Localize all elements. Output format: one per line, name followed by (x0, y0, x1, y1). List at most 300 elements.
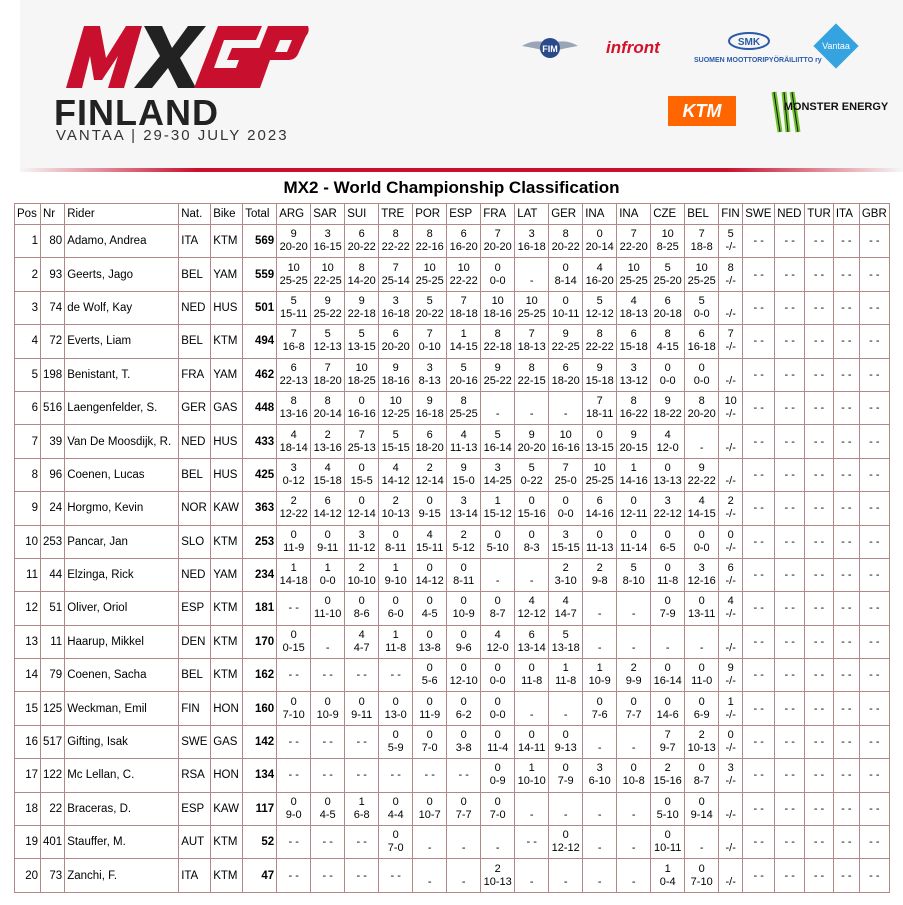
gp-empty-cell: - - (859, 492, 889, 525)
gp-heat-points: 12-13 (313, 341, 342, 354)
gp-points: 1 (494, 495, 501, 508)
column-header[interactable]: Pos (15, 204, 41, 225)
gp-points: 6 (562, 361, 569, 374)
column-header[interactable]: GER (549, 204, 583, 225)
gp-heat-points: 13-13 (653, 474, 682, 487)
gp-points: 0 (392, 528, 399, 541)
gp-result-cell (583, 358, 617, 391)
gp-empty-cell: - - (805, 225, 834, 258)
gp-heat-points: 16-22 (619, 408, 648, 421)
gp-empty-cell: - - (833, 458, 859, 491)
gp-result-cell (685, 492, 719, 525)
gp-heat-points: 0-15 (282, 641, 305, 654)
column-header[interactable]: CZE (651, 204, 685, 225)
gp-result-cell (617, 759, 651, 792)
column-header[interactable]: NED (775, 204, 805, 225)
gp-empty-cell: - - (277, 659, 311, 692)
gp-empty-cell: - - (805, 325, 834, 358)
gp-points: 7 (494, 228, 501, 241)
gp-result-cell (345, 792, 379, 825)
gp-points: 0 (562, 495, 569, 508)
gp-empty-cell: - - (775, 258, 805, 291)
nationality-cell: NOR (179, 492, 211, 525)
table-row[interactable] (15, 759, 890, 792)
gp-points: 0 (664, 595, 671, 608)
gp-result-cell (379, 492, 413, 525)
gp-heat-points: 10-13 (483, 875, 512, 888)
gp-heat-points: 25-20 (653, 274, 682, 287)
gp-result-cell (447, 391, 481, 424)
gp-empty-cell: - - (805, 759, 834, 792)
gp-heat-points: -/- (725, 307, 736, 320)
gp-empty-cell: - - (775, 492, 805, 525)
column-header[interactable]: Nat. (179, 204, 211, 225)
column-header[interactable]: ESP (447, 204, 481, 225)
gp-heat-points: -/- (725, 742, 736, 755)
page-title: MX2 - World Championship Classification (283, 178, 620, 197)
table-row[interactable] (15, 458, 890, 491)
table-row[interactable] (15, 258, 890, 291)
gp-points (585, 829, 614, 842)
gp-points: 2 (664, 762, 671, 775)
table-row[interactable] (15, 826, 890, 859)
gp-points: 1 (460, 328, 467, 341)
column-header[interactable]: INA (583, 204, 617, 225)
column-header[interactable]: TUR (805, 204, 834, 225)
gp-points: 10 (321, 261, 334, 274)
gp-result-cell (515, 725, 549, 758)
gp-heat-points: 18-20 (551, 374, 580, 387)
number-cell: 39 (41, 425, 65, 458)
gp-points: 0 (392, 829, 399, 842)
gp-result-cell (583, 291, 617, 324)
gp-result-cell (549, 525, 583, 558)
gp-empty-cell: - - (775, 859, 805, 892)
gp-points: 2 (727, 495, 734, 508)
gp-points: 3 (460, 495, 467, 508)
gp-empty-cell: - - (859, 358, 889, 391)
gp-points: 4 (494, 628, 501, 641)
table-row[interactable] (15, 325, 890, 358)
gp-points: 4 (460, 428, 467, 441)
gp-points: 3 (426, 361, 433, 374)
gp-empty-cell: - - (775, 291, 805, 324)
gp-result-cell (345, 458, 379, 491)
gp-heat-points: 22-13 (279, 374, 308, 387)
bike-cell: KTM (211, 592, 243, 625)
column-header[interactable]: Total (243, 204, 277, 225)
gp-result-cell (345, 258, 379, 291)
gp-result-cell (685, 592, 719, 625)
gp-result-cell (719, 425, 743, 458)
position-cell: 7 (15, 425, 41, 458)
nationality-cell: ESP (179, 792, 211, 825)
column-header[interactable]: ARG (277, 204, 311, 225)
gp-result-cell (685, 692, 719, 725)
gp-heat-points: 20-20 (687, 408, 716, 421)
gp-result-cell (549, 325, 583, 358)
event-venue: VANTAA | 29-30 JULY 2023 (56, 127, 289, 144)
gp-result-cell (277, 291, 311, 324)
rider-name-cell: Stauffer, M. (65, 826, 179, 859)
gp-heat-points: 6-0 (387, 608, 404, 621)
gp-heat-points: 0-4 (659, 875, 676, 888)
gp-result-cell (413, 492, 447, 525)
gp-empty-cell: - - (447, 759, 481, 792)
gp-result-cell (719, 258, 743, 291)
gp-points: 4 (324, 461, 331, 474)
table-row[interactable] (15, 391, 890, 424)
gp-points: 6 (630, 328, 637, 341)
position-cell: 11 (15, 558, 41, 591)
column-header[interactable]: TRE (379, 204, 413, 225)
table-row[interactable] (15, 725, 890, 758)
gp-result-cell (651, 558, 685, 591)
gp-heat-points: 10-7 (418, 808, 441, 821)
gp-empty-cell: - - (859, 525, 889, 558)
gp-result-cell (345, 325, 379, 358)
gp-result-cell (685, 258, 719, 291)
total-points-cell: 433 (243, 425, 277, 458)
gp-empty-cell: - - (743, 558, 775, 591)
gp-empty-cell: - - (775, 325, 805, 358)
gp-result-cell (617, 258, 651, 291)
column-header[interactable]: GBR (859, 204, 889, 225)
gp-result-cell (719, 859, 743, 892)
gp-points: 10 (423, 261, 436, 274)
rider-name-cell: Coenen, Sacha (65, 659, 179, 692)
gp-heat-points: 0-0 (319, 575, 336, 588)
gp-heat-points: 9-7 (659, 742, 676, 755)
gp-points: 10 (355, 361, 368, 374)
column-header[interactable]: FRA (481, 204, 515, 225)
gp-heat-points: 9-9 (625, 675, 642, 688)
gp-empty-cell: - - (805, 291, 834, 324)
table-row[interactable] (15, 558, 890, 591)
gp-heat-points: 7-9 (659, 608, 676, 621)
gp-result-cell (617, 725, 651, 758)
number-cell: 51 (41, 592, 65, 625)
gp-heat-points: - (563, 708, 568, 721)
gp-empty-cell: - - (743, 592, 775, 625)
gp-result-cell (481, 358, 515, 391)
gp-heat-points: - (597, 641, 602, 654)
table-row[interactable] (15, 625, 890, 658)
gp-result-cell (549, 492, 583, 525)
gp-empty-cell: - - (775, 425, 805, 458)
table-row[interactable] (15, 859, 890, 892)
number-cell: 11 (41, 625, 65, 658)
gp-empty-cell: - - (743, 826, 775, 859)
gp-points: 0 (494, 261, 501, 274)
bike-cell: GAS (211, 725, 243, 758)
gp-result-cell (719, 391, 743, 424)
gp-result-cell (481, 759, 515, 792)
gp-result-cell (447, 291, 481, 324)
gp-empty-cell: - - (775, 792, 805, 825)
gp-points: 0 (562, 762, 569, 775)
gp-empty-cell: - - (775, 558, 805, 591)
gp-heat-points: 16-18 (517, 241, 546, 254)
gp-points: 0 (664, 829, 671, 842)
gp-heat-points: 25-25 (517, 307, 546, 320)
table-row[interactable] (15, 792, 890, 825)
gp-points: 5 (290, 294, 297, 307)
column-header[interactable]: BEL (685, 204, 719, 225)
gp-empty-cell: - - (833, 291, 859, 324)
column-header[interactable]: SUI (345, 204, 379, 225)
gp-points: 1 (630, 461, 637, 474)
gp-heat-points: 7-10 (690, 875, 713, 888)
gp-result-cell (481, 492, 515, 525)
gp-points: 6 (596, 495, 603, 508)
gp-points: 0 (664, 361, 671, 374)
gp-empty-cell: - - (743, 358, 775, 391)
gp-heat-points: 16-18 (381, 307, 410, 320)
gp-points: 7 (698, 228, 705, 241)
gp-empty-cell: - - (805, 458, 834, 491)
gp-points: 10 (627, 261, 640, 274)
nationality-cell: NED (179, 425, 211, 458)
gp-points: 7 (392, 261, 399, 274)
gp-points (449, 829, 478, 842)
gp-result-cell (277, 492, 311, 525)
table-row[interactable] (15, 425, 890, 458)
gp-points (551, 395, 580, 408)
gp-points (687, 429, 716, 442)
gp-points: 2 (426, 461, 433, 474)
gp-heat-points: 20-14 (585, 241, 614, 254)
gp-result-cell (617, 358, 651, 391)
gp-result-cell (515, 258, 549, 291)
gp-result-cell (277, 792, 311, 825)
column-header[interactable]: Bike (211, 204, 243, 225)
gp-points (449, 863, 478, 876)
gp-points: 7 (324, 361, 331, 374)
gp-result-cell (345, 358, 379, 391)
gp-result-cell (311, 625, 345, 658)
gp-points: 5 (358, 328, 365, 341)
gp-result-cell (447, 859, 481, 892)
number-cell: 96 (41, 458, 65, 491)
gp-empty-cell: - - (277, 725, 311, 758)
gp-result-cell (345, 692, 379, 725)
gp-empty-cell: - - (859, 792, 889, 825)
bike-cell: HUS (211, 458, 243, 491)
gp-result-cell (685, 325, 719, 358)
gp-points (551, 796, 580, 809)
bike-cell: KTM (211, 525, 243, 558)
table-row[interactable] (15, 525, 890, 558)
column-header[interactable]: Nr (41, 204, 65, 225)
gp-points: 0 (426, 495, 433, 508)
gp-empty-cell: - - (833, 492, 859, 525)
gp-points (313, 629, 342, 642)
gp-points: 0 (324, 595, 331, 608)
table-row[interactable] (15, 492, 890, 525)
gp-points: 2 (324, 428, 331, 441)
gp-heat-points: 10-10 (347, 575, 376, 588)
gp-heat-points: 7-6 (591, 708, 608, 721)
gp-heat-points: 10-8 (622, 775, 645, 788)
gp-empty-cell: - - (859, 826, 889, 859)
gp-result-cell (311, 358, 345, 391)
gp-heat-points: 8-25 (656, 241, 679, 254)
gp-points: 0 (460, 795, 467, 808)
column-header[interactable]: Rider (65, 204, 179, 225)
gp-points: 10 (491, 294, 504, 307)
gp-empty-cell: - - (859, 692, 889, 725)
gp-points: 0 (426, 628, 433, 641)
gp-points: 2 (460, 528, 467, 541)
column-header[interactable]: ITA (833, 204, 859, 225)
gp-heat-points: 13-0 (384, 708, 407, 721)
gp-points: 0 (290, 628, 297, 641)
gp-points (653, 629, 682, 642)
gp-result-cell (515, 525, 549, 558)
gp-points: 4 (698, 495, 705, 508)
gp-points: 0 (392, 695, 399, 708)
gp-heat-points: - (699, 641, 704, 654)
gp-heat-points: 14-11 (518, 742, 546, 755)
gp-points: 9 (290, 228, 297, 241)
rider-name-cell: Zanchi, F. (65, 859, 179, 892)
gp-points: 4 (392, 461, 399, 474)
gp-points: 7 (528, 328, 535, 341)
column-header[interactable]: SAR (311, 204, 345, 225)
total-points-cell: 559 (243, 258, 277, 291)
nationality-cell: BEL (179, 258, 211, 291)
gp-points: 0 (664, 562, 671, 575)
gp-heat-points: 13-18 (551, 641, 580, 654)
gp-points: 2 (290, 495, 297, 508)
rider-name-cell: Horgmo, Kevin (65, 492, 179, 525)
gp-heat-points: 22-25 (551, 341, 580, 354)
gp-heat-points: - (461, 875, 466, 888)
gp-result-cell (549, 258, 583, 291)
gp-result-cell (515, 225, 549, 258)
column-header[interactable]: SWE (743, 204, 775, 225)
gp-result-cell (515, 391, 549, 424)
total-points-cell: 234 (243, 558, 277, 591)
gp-points (585, 629, 614, 642)
gp-heat-points: 13-15 (347, 341, 376, 354)
gp-result-cell (583, 659, 617, 692)
table-row[interactable] (15, 692, 890, 725)
gp-heat-points: 0-0 (489, 274, 506, 287)
table-row[interactable] (15, 358, 890, 391)
gp-points: 6 (727, 562, 734, 575)
gp-result-cell (617, 558, 651, 591)
rider-name-cell: Geerts, Jago (65, 258, 179, 291)
gp-heat-points: 11-4 (487, 742, 509, 755)
gp-points: 6 (324, 495, 331, 508)
gp-points: 9 (460, 461, 467, 474)
gp-points: 4 (358, 628, 365, 641)
column-header[interactable]: INA (617, 204, 651, 225)
gp-points: 0 (358, 495, 365, 508)
gp-points: 7 (460, 294, 467, 307)
gp-points: 8 (324, 395, 331, 408)
gp-points: 1 (324, 562, 331, 575)
gp-points: 7 (290, 328, 297, 341)
gp-points: 0 (630, 495, 637, 508)
gp-points: 0 (630, 762, 637, 775)
gp-heat-points: 14-12 (415, 575, 444, 588)
gp-heat-points: 15-18 (313, 474, 342, 487)
gp-heat-points: 25-22 (313, 307, 342, 320)
total-points-cell: 142 (243, 725, 277, 758)
bike-cell: HUS (211, 425, 243, 458)
gp-points: 4 (562, 595, 569, 608)
gp-result-cell (481, 859, 515, 892)
gp-result-cell (651, 358, 685, 391)
gp-heat-points: 11-9 (419, 708, 441, 721)
gp-result-cell (447, 625, 481, 658)
gp-result-cell (413, 558, 447, 591)
gp-result-cell (379, 625, 413, 658)
gp-heat-points: 9-13 (554, 742, 577, 755)
gp-points: 7 (426, 328, 433, 341)
gp-heat-points: 15-12 (483, 508, 512, 521)
gp-empty-cell: - - (805, 826, 834, 859)
gp-heat-points: - (427, 842, 432, 855)
table-row[interactable] (15, 291, 890, 324)
gp-result-cell (719, 692, 743, 725)
gp-points (585, 729, 614, 742)
rider-name-cell: Elzinga, Rick (65, 558, 179, 591)
gp-result-cell (719, 325, 743, 358)
gp-points: 9 (358, 294, 365, 307)
gp-heat-points: 15-18 (619, 341, 648, 354)
gp-result-cell (413, 458, 447, 491)
gp-points: 0 (698, 762, 705, 775)
gp-points: 9 (528, 428, 535, 441)
gp-heat-points: 14-7 (554, 608, 577, 621)
gp-points: 4 (596, 261, 603, 274)
gp-heat-points: - (597, 742, 602, 755)
nationality-cell: BEL (179, 325, 211, 358)
gp-result-cell (719, 458, 743, 491)
column-header[interactable]: LAT (515, 204, 549, 225)
nationality-cell: SWE (179, 725, 211, 758)
gp-points: 0 (460, 729, 467, 742)
gp-result-cell (685, 225, 719, 258)
gp-heat-points: 14-15 (449, 341, 478, 354)
gp-points (721, 629, 740, 642)
rider-name-cell: de Wolf, Kay (65, 291, 179, 324)
table-row[interactable] (15, 592, 890, 625)
gp-heat-points: 14-20 (347, 274, 376, 287)
gp-points: 2 (630, 662, 637, 675)
number-cell: 517 (41, 725, 65, 758)
gp-points: 3 (290, 461, 297, 474)
gp-points: 2 (358, 562, 365, 575)
column-header[interactable]: POR (413, 204, 447, 225)
gp-heat-points: 18-11 (586, 408, 614, 421)
gp-result-cell (481, 391, 515, 424)
gp-heat-points: 22-20 (619, 241, 648, 254)
gp-heat-points: - (631, 875, 636, 888)
table-row[interactable] (15, 659, 890, 692)
gp-empty-cell: - - (379, 659, 413, 692)
table-row[interactable] (15, 225, 890, 258)
gp-heat-points: 25-25 (449, 408, 478, 421)
gp-heat-points: - (631, 842, 636, 855)
column-header[interactable]: FIN (719, 204, 743, 225)
gp-points: 7 (358, 428, 365, 441)
gp-empty-cell: - - (775, 692, 805, 725)
